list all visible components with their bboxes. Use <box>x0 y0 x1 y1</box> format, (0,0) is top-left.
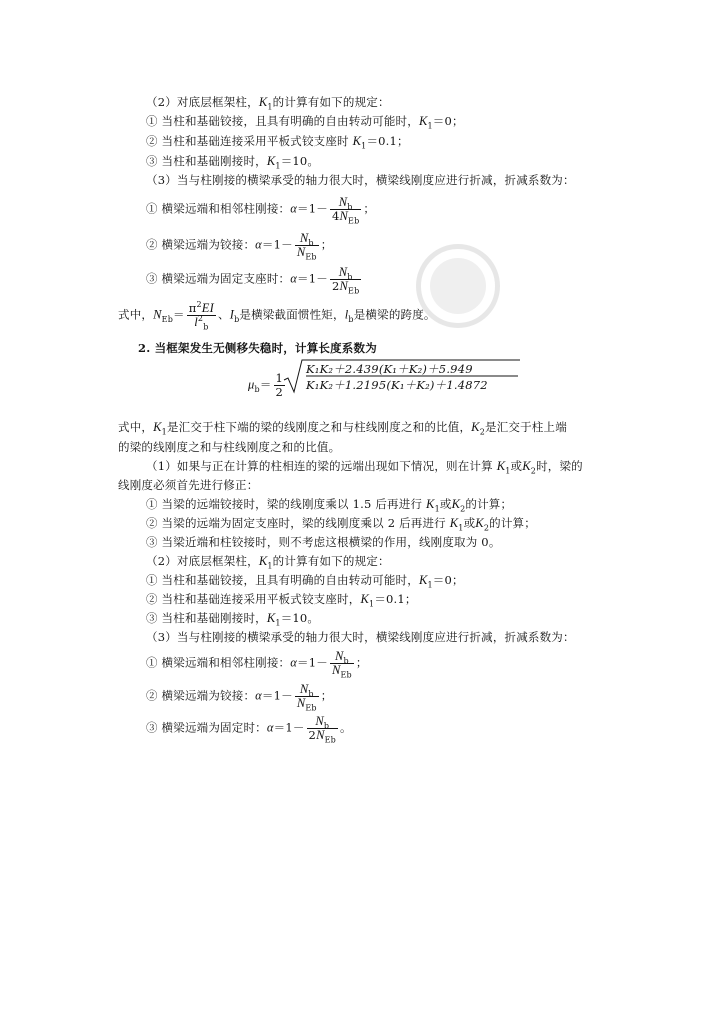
rule-1-item-1: ① 当梁的远端铰接时，梁的线刚度乘以 1.5 后再进行 $K_1$或$K_2$的计算； <box>146 497 513 514</box>
rule-2b-item-2: ② 当柱和基础连接采用平板式铰支座时，$K_1=0.1$； <box>146 592 417 609</box>
where-clause-2-line-1: 式中，$K_1$是汇交于柱下端的梁的线刚度之和与柱线刚度之和的比值，$K_2$是汇交于柱上端 <box>118 420 567 437</box>
rule-2b-item-3: ③ 当柱和基础刚接时，$K_1=10$。 <box>146 611 320 628</box>
section-2-heading: 2. 当框架发生无侧移失稳时，计算长度系数为 <box>138 341 377 355</box>
mu-lhs: $\mu_b=$ $\frac{1}{2}$ <box>248 371 284 399</box>
rule-2-item-3: ③ 当柱和基础刚接时，$K_1=10$。 <box>146 154 320 171</box>
rule-3b-item-2: ② 横梁远端为铰接：α＝1－ $\frac{N_b}{N_{Eb}}$ ； <box>146 682 333 713</box>
rule-3b-heading: （3）当与柱刚接的横梁承受的轴力很大时，横梁线刚度应进行折减，折减系数为： <box>146 630 575 644</box>
mu-numerator: K₁K₂＋2.439(K₁＋K₂)＋5.949 <box>306 362 473 376</box>
rule-3b-item-3: ③ 横梁远端为固定时：α＝1－ $\frac{N_b}{2N_{Eb}}$ 。 <box>146 714 352 745</box>
where-clause-2-line-2: 的梁的线刚度之和与柱线刚度之和的比值。 <box>118 440 341 454</box>
rule-2b-heading: （2）对底层框架柱，$K_1$的计算有如下的规定： <box>146 554 390 571</box>
rule-1-item-3: ③ 当梁近端和柱铰接时，则不考虑这根横梁的作用，线刚度取为 0。 <box>146 535 501 549</box>
rule-3-heading: （3）当与柱刚接的横梁承受的轴力很大时，横梁线刚度应进行折减，折减系数为： <box>146 173 575 187</box>
rule-2-item-2: ② 当柱和基础连接采用平板式铰支座时 $K_1=0.1$； <box>146 134 409 151</box>
where-clause-1: 式中，$N_{Eb}=$ $\frac{\pi^2EI}{l^2_b}$ 、$I_b$是横梁截面惯性矩，$l_b$是横梁的跨度。 <box>118 300 436 332</box>
mu-denominator: K₁K₂＋1.2195(K₁＋K₂)＋1.4872 <box>306 378 488 392</box>
rule-1-heading-line-1: （1）如果与正在计算的柱相连的梁的远端出现如下情况，则在计算 $K_1$或$K_2$时，梁的 <box>146 459 583 476</box>
rule-2b-item-1: ① 当柱和基础铰接，且具有明确的自由转动可能时，$K_1=0$； <box>146 573 464 590</box>
rule-1-item-2: ② 当梁的远端为固定支座时，梁的线刚度乘以 2 后再进行 $K_1$或$K_2$的计算； <box>146 516 536 533</box>
rule-1-heading-line-2: 线刚度必须首先进行修正： <box>118 478 259 492</box>
rule-2-item-1: ① 当柱和基础铰接，且具有明确的自由转动可能时，$K_1=0$； <box>146 114 464 131</box>
rule-3-item-3: ③ 横梁远端为固定支座时：α＝1－ $\frac{N_b}{2N_{Eb}}$ <box>146 265 360 296</box>
rule-3-item-1: ① 横梁远端和相邻柱刚接：α＝1－ $\frac{N_b}{4N_{Eb}}$ ； <box>146 195 376 226</box>
rule-3-item-2: ② 横梁远端为铰接：α＝1－ $\frac{N_b}{N_{Eb}}$ ； <box>146 231 333 262</box>
rule-2-heading: （2）对底层框架柱，$K_1$的计算有如下的规定： <box>146 95 390 112</box>
watermark-stamp-center <box>430 258 486 314</box>
rule-3b-item-1: ① 横梁远端和相邻柱刚接：α＝1－ $\frac{N_b}{N_{Eb}}$ ； <box>146 649 368 680</box>
